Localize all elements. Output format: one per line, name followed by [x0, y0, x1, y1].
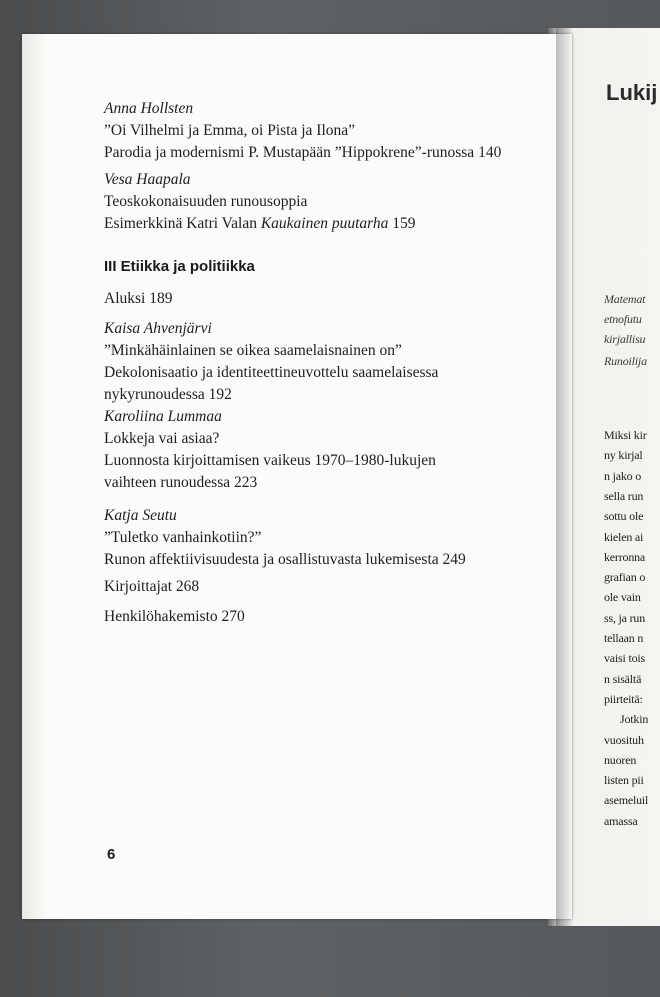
right-page-text-line: asemeluil	[604, 793, 649, 808]
right-page-text-line: Miksi kir	[604, 428, 647, 442]
toc-entry-intro	[104, 288, 172, 310]
right-page-italic-line: kirjallisu	[604, 332, 646, 346]
toc-title-line: Dekolonisaatio ja identiteettineuvottelu saamelaisessa	[104, 364, 439, 381]
toc-entry-contributors	[104, 576, 199, 598]
toc-author: Katja Seutu	[104, 507, 177, 524]
toc-title-line: nykyrunoudessa 192	[104, 386, 232, 403]
toc-title-line: Luonnosta kirjoittamisen vaikeus 1970–1980-lukujen	[104, 452, 436, 469]
right-page-text-line: tellaan n	[604, 631, 644, 645]
right-page-italic-line: Runoilija	[604, 354, 647, 368]
right-page-text-line: nuoren	[604, 752, 637, 767]
toc-title-line: Aluksi 189	[104, 290, 173, 307]
toc-title-italic: Kaukainen puutarha	[260, 215, 389, 232]
book-gutter	[556, 28, 574, 926]
toc-title-line: Kirjoittajat 268	[104, 578, 200, 595]
toc-title-line	[104, 213, 416, 235]
toc-title-line: Lokkeja vai asiaa?	[104, 430, 220, 447]
right-page-text-line: piirteitä:	[604, 691, 643, 706]
toc-entry-seutu	[104, 505, 466, 571]
toc-entry-ahvenjarvi	[104, 318, 438, 406]
toc-title-line: Henkilöhakemisto 270	[104, 608, 245, 625]
right-page-text-line: Jotkin	[620, 712, 649, 727]
toc-entry-hollsten	[104, 98, 501, 164]
right-page-text-line: kielen ai	[604, 529, 644, 544]
toc-author: Karoliina Lummaa	[104, 408, 222, 425]
toc-title-line: ”Oi Vilhelmi ja Emma, oi Pista ja Ilona”	[104, 122, 356, 139]
toc-title-line: ”Minkähäinlainen se oikea saamelaisnainen on”	[104, 342, 402, 359]
toc-entry-index	[104, 606, 245, 628]
toc-author: Kaisa Ahvenjärvi	[104, 320, 212, 337]
right-page-text-line: listen pii	[604, 773, 644, 788]
toc-title-prefix: Esimerkkinä Katri Valan	[104, 215, 261, 232]
right-page-text-line: n sisältä	[604, 671, 642, 686]
right-page-text-line: vuosituh	[604, 732, 644, 747]
right-page-italic-line: Matemat	[604, 292, 646, 306]
left-page-edge	[22, 34, 46, 919]
right-page-text-line: ss, ja run	[604, 610, 645, 625]
toc-title-line: Teoskokonaisuuden runousoppia	[104, 193, 308, 210]
toc-title-line: Parodia ja modernismi P. Mustapään ”Hippokrene”-runossa 140	[104, 144, 502, 161]
right-page-text-line: ole vain	[604, 590, 641, 605]
toc-title-line: vaihteen runoudessa 223	[104, 474, 258, 491]
right-page-title: Lukij	[606, 80, 658, 105]
right-page-text-line: sella run	[604, 488, 644, 503]
right-page-text-line: grafian o	[604, 570, 646, 585]
right-page-text-line: ny kirjal	[604, 448, 643, 463]
right-page-text-line: vaisi tois	[604, 651, 646, 666]
toc-author: Anna Hollsten	[104, 100, 194, 117]
toc-author: Vesa Haapala	[104, 171, 191, 188]
toc-entry-haapala	[104, 169, 416, 235]
toc-entry-lummaa	[104, 406, 436, 494]
page-number: 6	[107, 846, 116, 863]
right-page-text-line: kerronna	[604, 549, 646, 564]
section-heading: III Etiikka ja politiikka	[104, 258, 255, 275]
toc-title-line: ”Tuletko vanhainkotiin?”	[104, 529, 262, 546]
right-page-italic-line: etnofutu	[604, 312, 642, 326]
right-page-text-line: sottu ole	[604, 509, 644, 524]
right-page-text-line: amassa	[604, 813, 638, 828]
right-page-text-line: n jako o	[604, 468, 642, 483]
toc-title-line: Runon affektiivisuudesta ja osallistuvasta lukemisesta 249	[104, 551, 466, 568]
toc-page-ref: 159	[388, 215, 416, 232]
